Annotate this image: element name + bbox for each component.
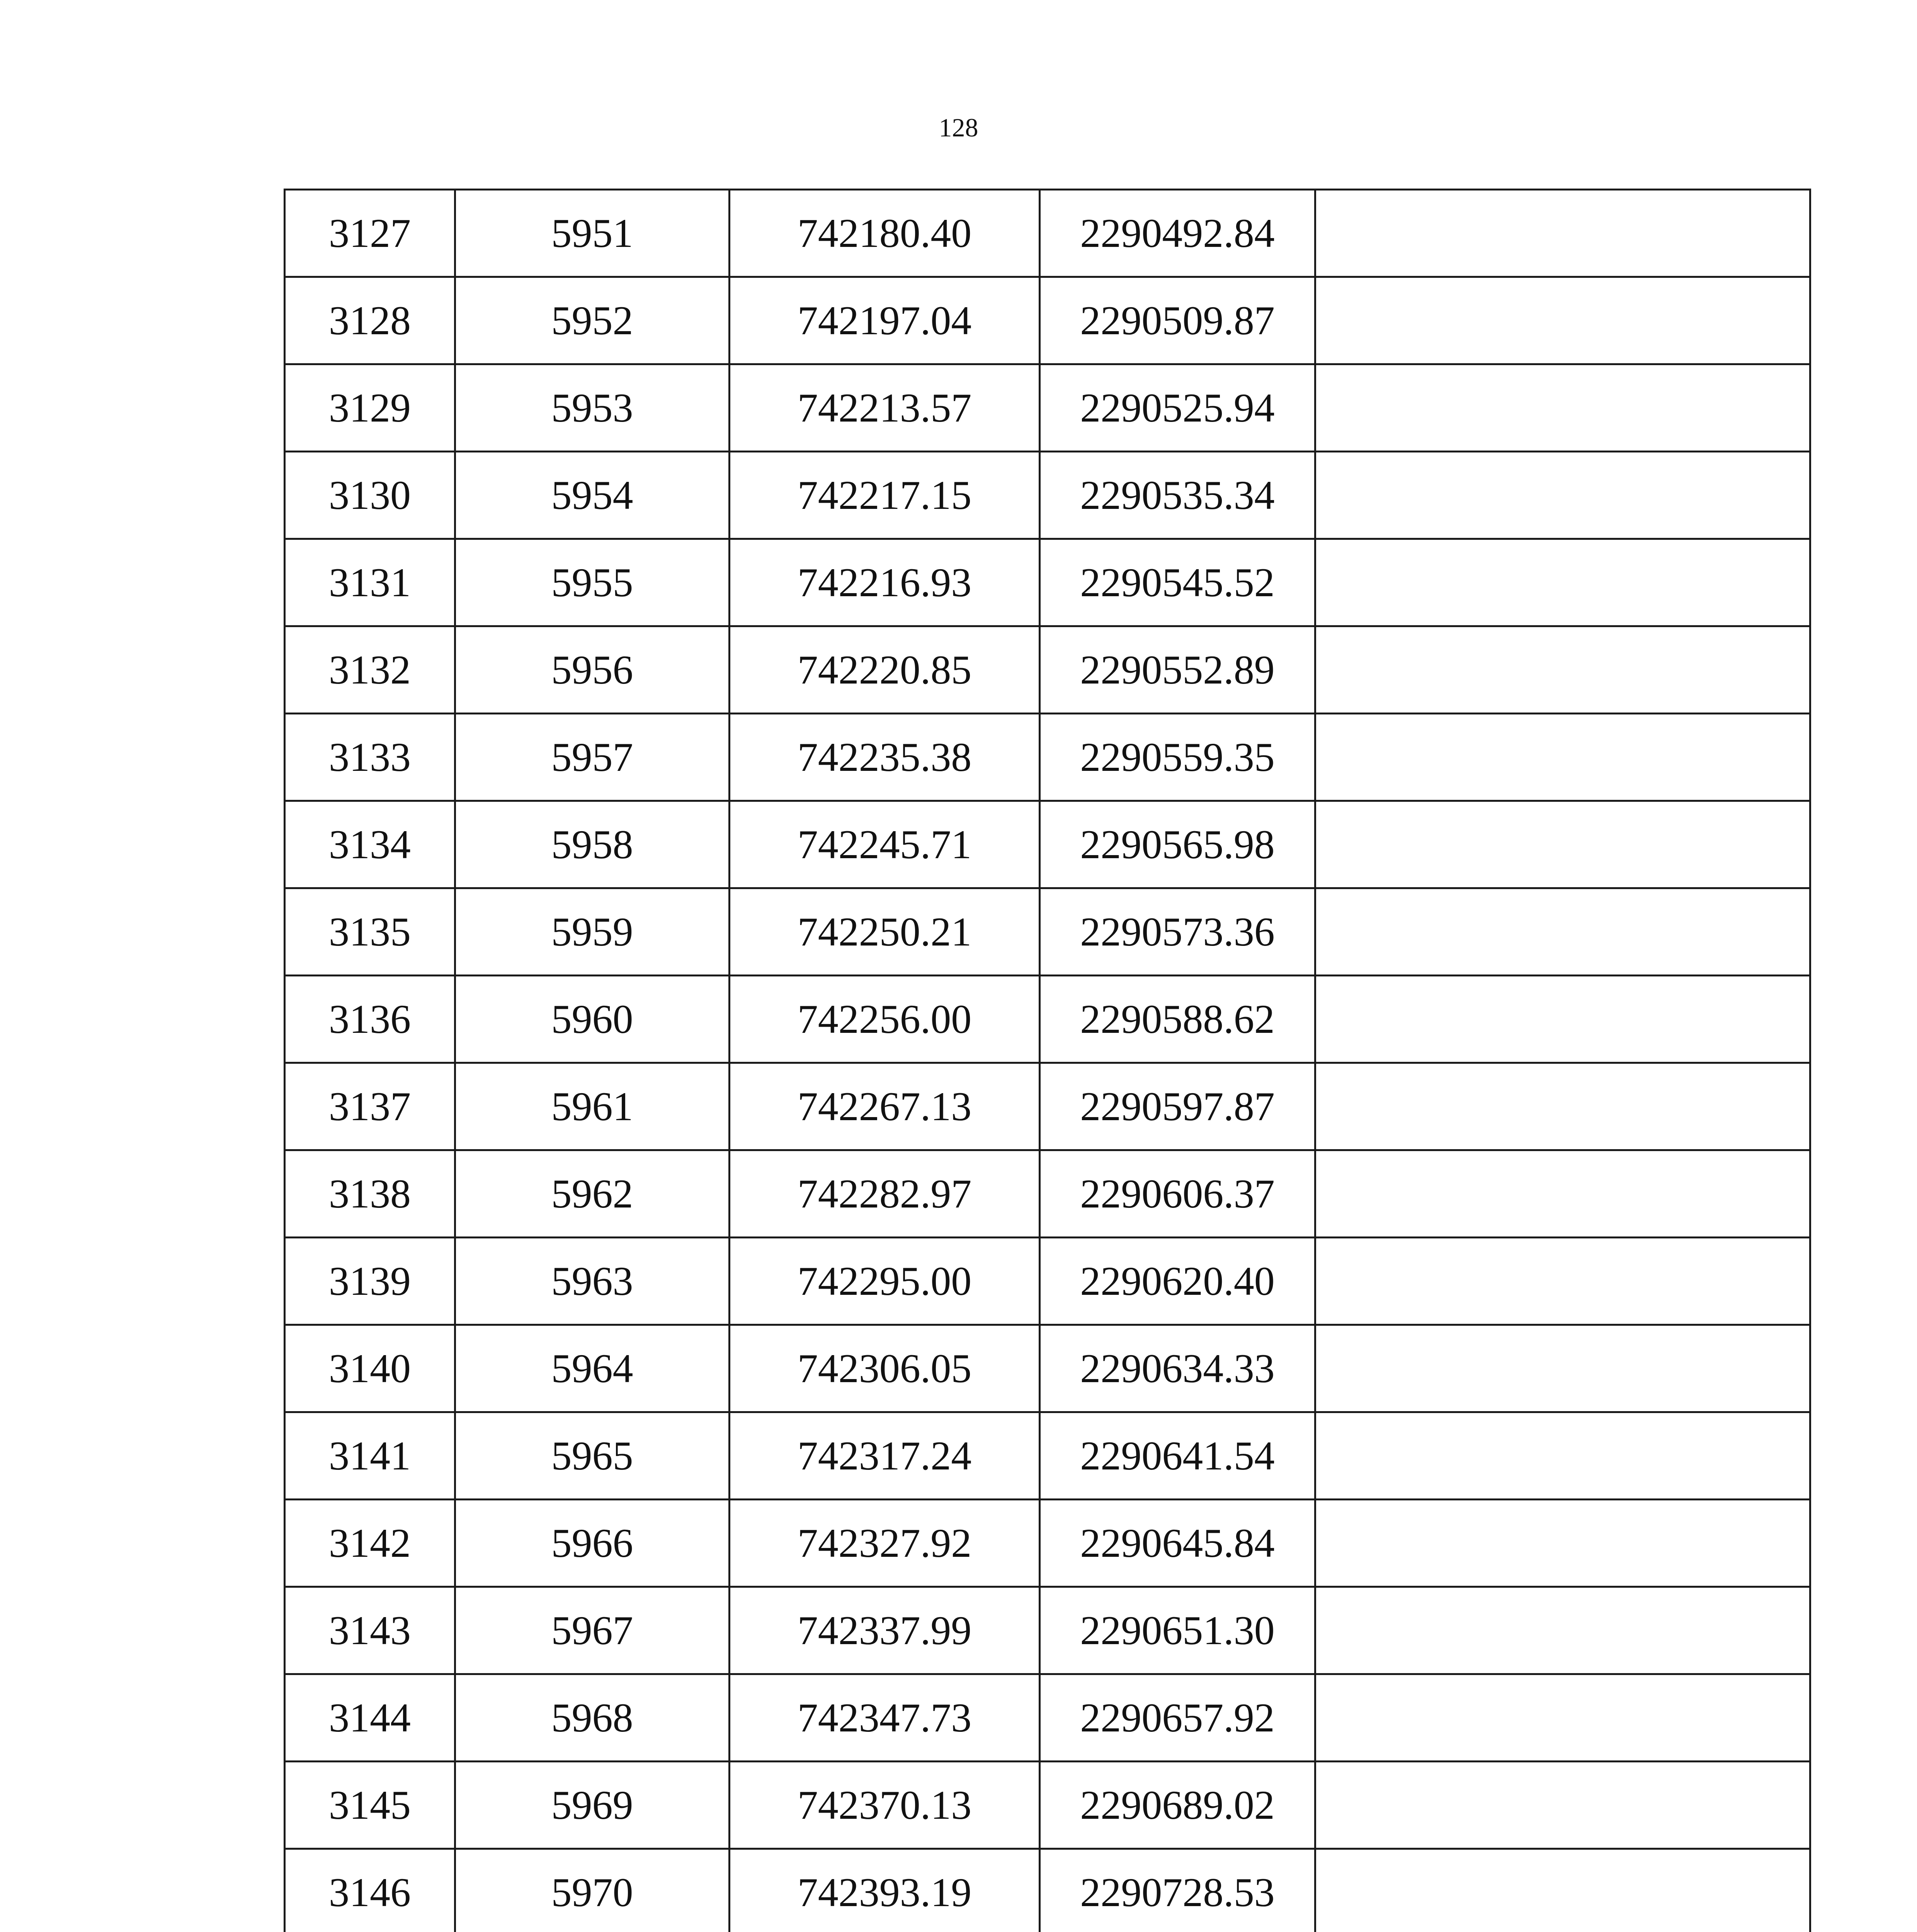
x-coordinate-cell: 742317.24 bbox=[730, 1412, 1040, 1500]
table-row bbox=[285, 364, 1810, 452]
y-coordinate-cell: 2290606.37 bbox=[1040, 1150, 1315, 1238]
x-coordinate-cell: 742295.00 bbox=[730, 1238, 1040, 1325]
table-row bbox=[285, 1150, 1810, 1238]
x-coordinate-cell: 742347.73 bbox=[730, 1674, 1040, 1762]
y-coordinate-cell: 2290634.33 bbox=[1040, 1325, 1315, 1412]
note-cell bbox=[1315, 626, 1810, 714]
y-coordinate-cell: 2290545.52 bbox=[1040, 539, 1315, 626]
point-id-cell: 5965 bbox=[455, 1412, 730, 1500]
coordinate-table-body bbox=[285, 190, 1810, 1932]
table-row bbox=[285, 1238, 1810, 1325]
point-id-cell: 5961 bbox=[455, 1063, 730, 1150]
row-index-cell: 3138 bbox=[285, 1150, 455, 1238]
x-coordinate-cell: 742220.85 bbox=[730, 626, 1040, 714]
row-index-cell: 3132 bbox=[285, 626, 455, 714]
note-cell bbox=[1315, 277, 1810, 364]
row-index-cell: 3141 bbox=[285, 1412, 455, 1500]
y-coordinate-cell: 2290641.54 bbox=[1040, 1412, 1315, 1500]
point-id-cell: 5958 bbox=[455, 801, 730, 888]
point-id-cell: 5953 bbox=[455, 364, 730, 452]
point-id-cell: 5970 bbox=[455, 1849, 730, 1932]
note-cell bbox=[1315, 539, 1810, 626]
y-coordinate-cell: 2290588.62 bbox=[1040, 976, 1315, 1063]
point-id-cell: 5968 bbox=[455, 1674, 730, 1762]
x-coordinate-cell: 742213.57 bbox=[730, 364, 1040, 452]
row-index-cell: 3136 bbox=[285, 976, 455, 1063]
row-index-cell: 3135 bbox=[285, 888, 455, 976]
note-cell bbox=[1315, 1500, 1810, 1587]
y-coordinate-cell: 2290559.35 bbox=[1040, 714, 1315, 801]
y-coordinate-cell: 2290565.98 bbox=[1040, 801, 1315, 888]
point-id-cell: 5956 bbox=[455, 626, 730, 714]
coordinate-table bbox=[284, 189, 1811, 1932]
y-coordinate-cell: 2290689.02 bbox=[1040, 1762, 1315, 1849]
x-coordinate-cell: 742306.05 bbox=[730, 1325, 1040, 1412]
x-coordinate-cell: 742327.92 bbox=[730, 1500, 1040, 1587]
page-number: 128 bbox=[939, 113, 978, 142]
table-row bbox=[285, 1325, 1810, 1412]
note-cell bbox=[1315, 190, 1810, 277]
point-id-cell: 5962 bbox=[455, 1150, 730, 1238]
point-id-cell: 5960 bbox=[455, 976, 730, 1063]
point-id-cell: 5964 bbox=[455, 1325, 730, 1412]
y-coordinate-cell: 2290620.40 bbox=[1040, 1238, 1315, 1325]
note-cell bbox=[1315, 976, 1810, 1063]
point-id-cell: 5959 bbox=[455, 888, 730, 976]
row-index-cell: 3130 bbox=[285, 452, 455, 539]
note-cell bbox=[1315, 801, 1810, 888]
row-index-cell: 3140 bbox=[285, 1325, 455, 1412]
row-index-cell: 3142 bbox=[285, 1500, 455, 1587]
row-index-cell: 3129 bbox=[285, 364, 455, 452]
table-row bbox=[285, 1587, 1810, 1674]
point-id-cell: 5967 bbox=[455, 1587, 730, 1674]
y-coordinate-cell: 2290728.53 bbox=[1040, 1849, 1315, 1932]
table-row bbox=[285, 626, 1810, 714]
table-row bbox=[285, 1762, 1810, 1849]
row-index-cell: 3139 bbox=[285, 1238, 455, 1325]
x-coordinate-cell: 742216.93 bbox=[730, 539, 1040, 626]
row-index-cell: 3145 bbox=[285, 1762, 455, 1849]
table-row bbox=[285, 277, 1810, 364]
y-coordinate-cell: 2290525.94 bbox=[1040, 364, 1315, 452]
table-row bbox=[285, 1849, 1810, 1932]
table-row bbox=[285, 190, 1810, 277]
x-coordinate-cell: 742393.19 bbox=[730, 1849, 1040, 1932]
point-id-cell: 5969 bbox=[455, 1762, 730, 1849]
point-id-cell: 5963 bbox=[455, 1238, 730, 1325]
y-coordinate-cell: 2290597.87 bbox=[1040, 1063, 1315, 1150]
table-row bbox=[285, 1500, 1810, 1587]
table-row bbox=[285, 976, 1810, 1063]
point-id-cell: 5952 bbox=[455, 277, 730, 364]
row-index-cell: 3128 bbox=[285, 277, 455, 364]
y-coordinate-cell: 2290657.92 bbox=[1040, 1674, 1315, 1762]
x-coordinate-cell: 742197.04 bbox=[730, 277, 1040, 364]
table-row bbox=[285, 1063, 1810, 1150]
x-coordinate-cell: 742337.99 bbox=[730, 1587, 1040, 1674]
x-coordinate-cell: 742267.13 bbox=[730, 1063, 1040, 1150]
note-cell bbox=[1315, 1238, 1810, 1325]
note-cell bbox=[1315, 1325, 1810, 1412]
table-row bbox=[285, 714, 1810, 801]
table-row bbox=[285, 888, 1810, 976]
row-index-cell: 3127 bbox=[285, 190, 455, 277]
note-cell bbox=[1315, 1412, 1810, 1500]
row-index-cell: 3134 bbox=[285, 801, 455, 888]
x-coordinate-cell: 742282.97 bbox=[730, 1150, 1040, 1238]
note-cell bbox=[1315, 1587, 1810, 1674]
y-coordinate-cell: 2290651.30 bbox=[1040, 1587, 1315, 1674]
y-coordinate-cell: 2290645.84 bbox=[1040, 1500, 1315, 1587]
x-coordinate-cell: 742180.40 bbox=[730, 190, 1040, 277]
row-index-cell: 3133 bbox=[285, 714, 455, 801]
point-id-cell: 5957 bbox=[455, 714, 730, 801]
row-index-cell: 3131 bbox=[285, 539, 455, 626]
note-cell bbox=[1315, 888, 1810, 976]
point-id-cell: 5954 bbox=[455, 452, 730, 539]
y-coordinate-cell: 2290552.89 bbox=[1040, 626, 1315, 714]
y-coordinate-cell: 2290492.84 bbox=[1040, 190, 1315, 277]
y-coordinate-cell: 2290535.34 bbox=[1040, 452, 1315, 539]
x-coordinate-cell: 742235.38 bbox=[730, 714, 1040, 801]
note-cell bbox=[1315, 1063, 1810, 1150]
table-row bbox=[285, 1412, 1810, 1500]
x-coordinate-cell: 742250.21 bbox=[730, 888, 1040, 976]
y-coordinate-cell: 2290509.87 bbox=[1040, 277, 1315, 364]
note-cell bbox=[1315, 1150, 1810, 1238]
note-cell bbox=[1315, 364, 1810, 452]
row-index-cell: 3146 bbox=[285, 1849, 455, 1932]
table-row bbox=[285, 1674, 1810, 1762]
x-coordinate-cell: 742370.13 bbox=[730, 1762, 1040, 1849]
note-cell bbox=[1315, 714, 1810, 801]
point-id-cell: 5955 bbox=[455, 539, 730, 626]
x-coordinate-cell: 742245.71 bbox=[730, 801, 1040, 888]
note-cell bbox=[1315, 1762, 1810, 1849]
table-row bbox=[285, 539, 1810, 626]
note-cell bbox=[1315, 452, 1810, 539]
y-coordinate-cell: 2290573.36 bbox=[1040, 888, 1315, 976]
note-cell bbox=[1315, 1849, 1810, 1932]
note-cell bbox=[1315, 1674, 1810, 1762]
point-id-cell: 5966 bbox=[455, 1500, 730, 1587]
row-index-cell: 3143 bbox=[285, 1587, 455, 1674]
point-id-cell: 5951 bbox=[455, 190, 730, 277]
table-row bbox=[285, 801, 1810, 888]
x-coordinate-cell: 742217.15 bbox=[730, 452, 1040, 539]
row-index-cell: 3144 bbox=[285, 1674, 455, 1762]
table-row bbox=[285, 452, 1810, 539]
x-coordinate-cell: 742256.00 bbox=[730, 976, 1040, 1063]
row-index-cell: 3137 bbox=[285, 1063, 455, 1150]
